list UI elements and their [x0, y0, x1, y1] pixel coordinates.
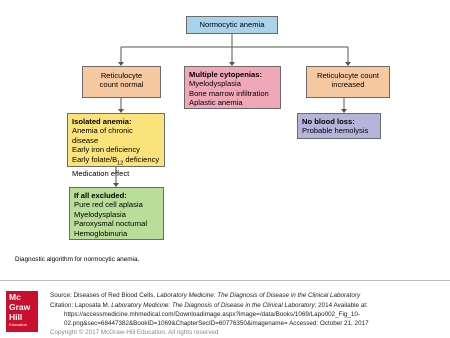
- node-normocytic-anemia: [186, 16, 278, 34]
- copyright-text: Copyright © 2017 McGraw-Hill Education. All rights reserved: [50, 329, 219, 336]
- excluded-item: Hemoglobinuria: [74, 228, 128, 238]
- cytopenia-item: Myelodysplasia: [189, 79, 241, 89]
- cytopenia-item: Bone marrow infiltration: [189, 88, 269, 98]
- folate-subscript: 12: [117, 160, 124, 167]
- citation-url-line1[interactable]: https://accessmedicine.mhmedical.com/Downloadimage.aspx?image=/data/Books/1069/Lapo002_Fig_10-: [64, 311, 360, 318]
- root-label: Normocytic anemia: [199, 20, 265, 29]
- isolated-item: Early iron deficiency: [72, 145, 140, 155]
- logo-line: Graw: [9, 302, 31, 312]
- folate-prefix: Early folate/B: [72, 154, 118, 164]
- isolated-anemia-title: Isolated anemia:: [72, 117, 132, 126]
- reticulocyte-increased-line1: Reticulocyte count: [316, 71, 380, 80]
- logo-line: Education: [9, 322, 27, 327]
- footer-divider: [0, 280, 450, 281]
- node-reticulocyte-normal: [82, 66, 161, 98]
- reticulocyte-normal-line1: Reticulocyte: [100, 71, 143, 80]
- excluded-item: Paroxysmal nocturnal: [74, 219, 148, 229]
- no-blood-loss-title: No blood loss:: [302, 117, 355, 126]
- source-prefix: Source: Diseases of Red Blood Cells,: [50, 292, 157, 299]
- multiple-cytopenias-title: Multiple cytopenias:: [189, 70, 262, 79]
- citation-prefix: Citation: Laposata M.: [50, 302, 112, 309]
- if-all-excluded-title: If all excluded:: [74, 191, 127, 200]
- figure-caption: Diagnostic algorithm for normocytic anemia.: [15, 256, 140, 263]
- source-title: Laboratory Medicine: The Diagnosis of Disease in the Clinical Laboratory: [156, 292, 361, 299]
- cytopenia-item: Aplastic anemia: [189, 98, 243, 108]
- source-line: [50, 292, 360, 300]
- node-multiple-cytopenias: [184, 66, 281, 109]
- reticulocyte-increased-line2: increased: [331, 80, 365, 90]
- node-if-all-excluded: [69, 187, 164, 240]
- no-blood-loss-item: Probable hemolysis: [302, 126, 369, 136]
- node-isolated-anemia: [67, 113, 165, 178]
- citation-suffix: ; 2014 Available at:: [314, 302, 368, 309]
- isolated-item: Medication effect: [72, 168, 130, 178]
- mcgraw-hill-logo: [6, 291, 38, 332]
- citation-url-line2[interactable]: 02.png&sec=68447382&BookID=1069&ChapterSecID=60776350&imagename= Accessed: October 21, 2017: [64, 320, 369, 327]
- excluded-item: Pure red cell aplasia: [74, 200, 143, 210]
- isolated-item: Anemia of chronic disease: [72, 126, 133, 145]
- logo-line: Hill: [9, 312, 23, 322]
- node-reticulocyte-increased: [306, 66, 390, 98]
- isolated-item-folate: [72, 155, 160, 169]
- citation-line: [50, 302, 368, 310]
- citation-title: Laboratory Medicine: The Diagnosis of Disease in the Clinical Laboratory: [111, 302, 315, 309]
- excluded-item: Myelodysplasia: [74, 209, 126, 219]
- reticulocyte-normal-line2: count normal: [99, 80, 144, 90]
- logo-line: Mc: [9, 292, 21, 302]
- folate-suffix: deficiency: [123, 154, 160, 164]
- node-no-blood-loss: [297, 113, 381, 139]
